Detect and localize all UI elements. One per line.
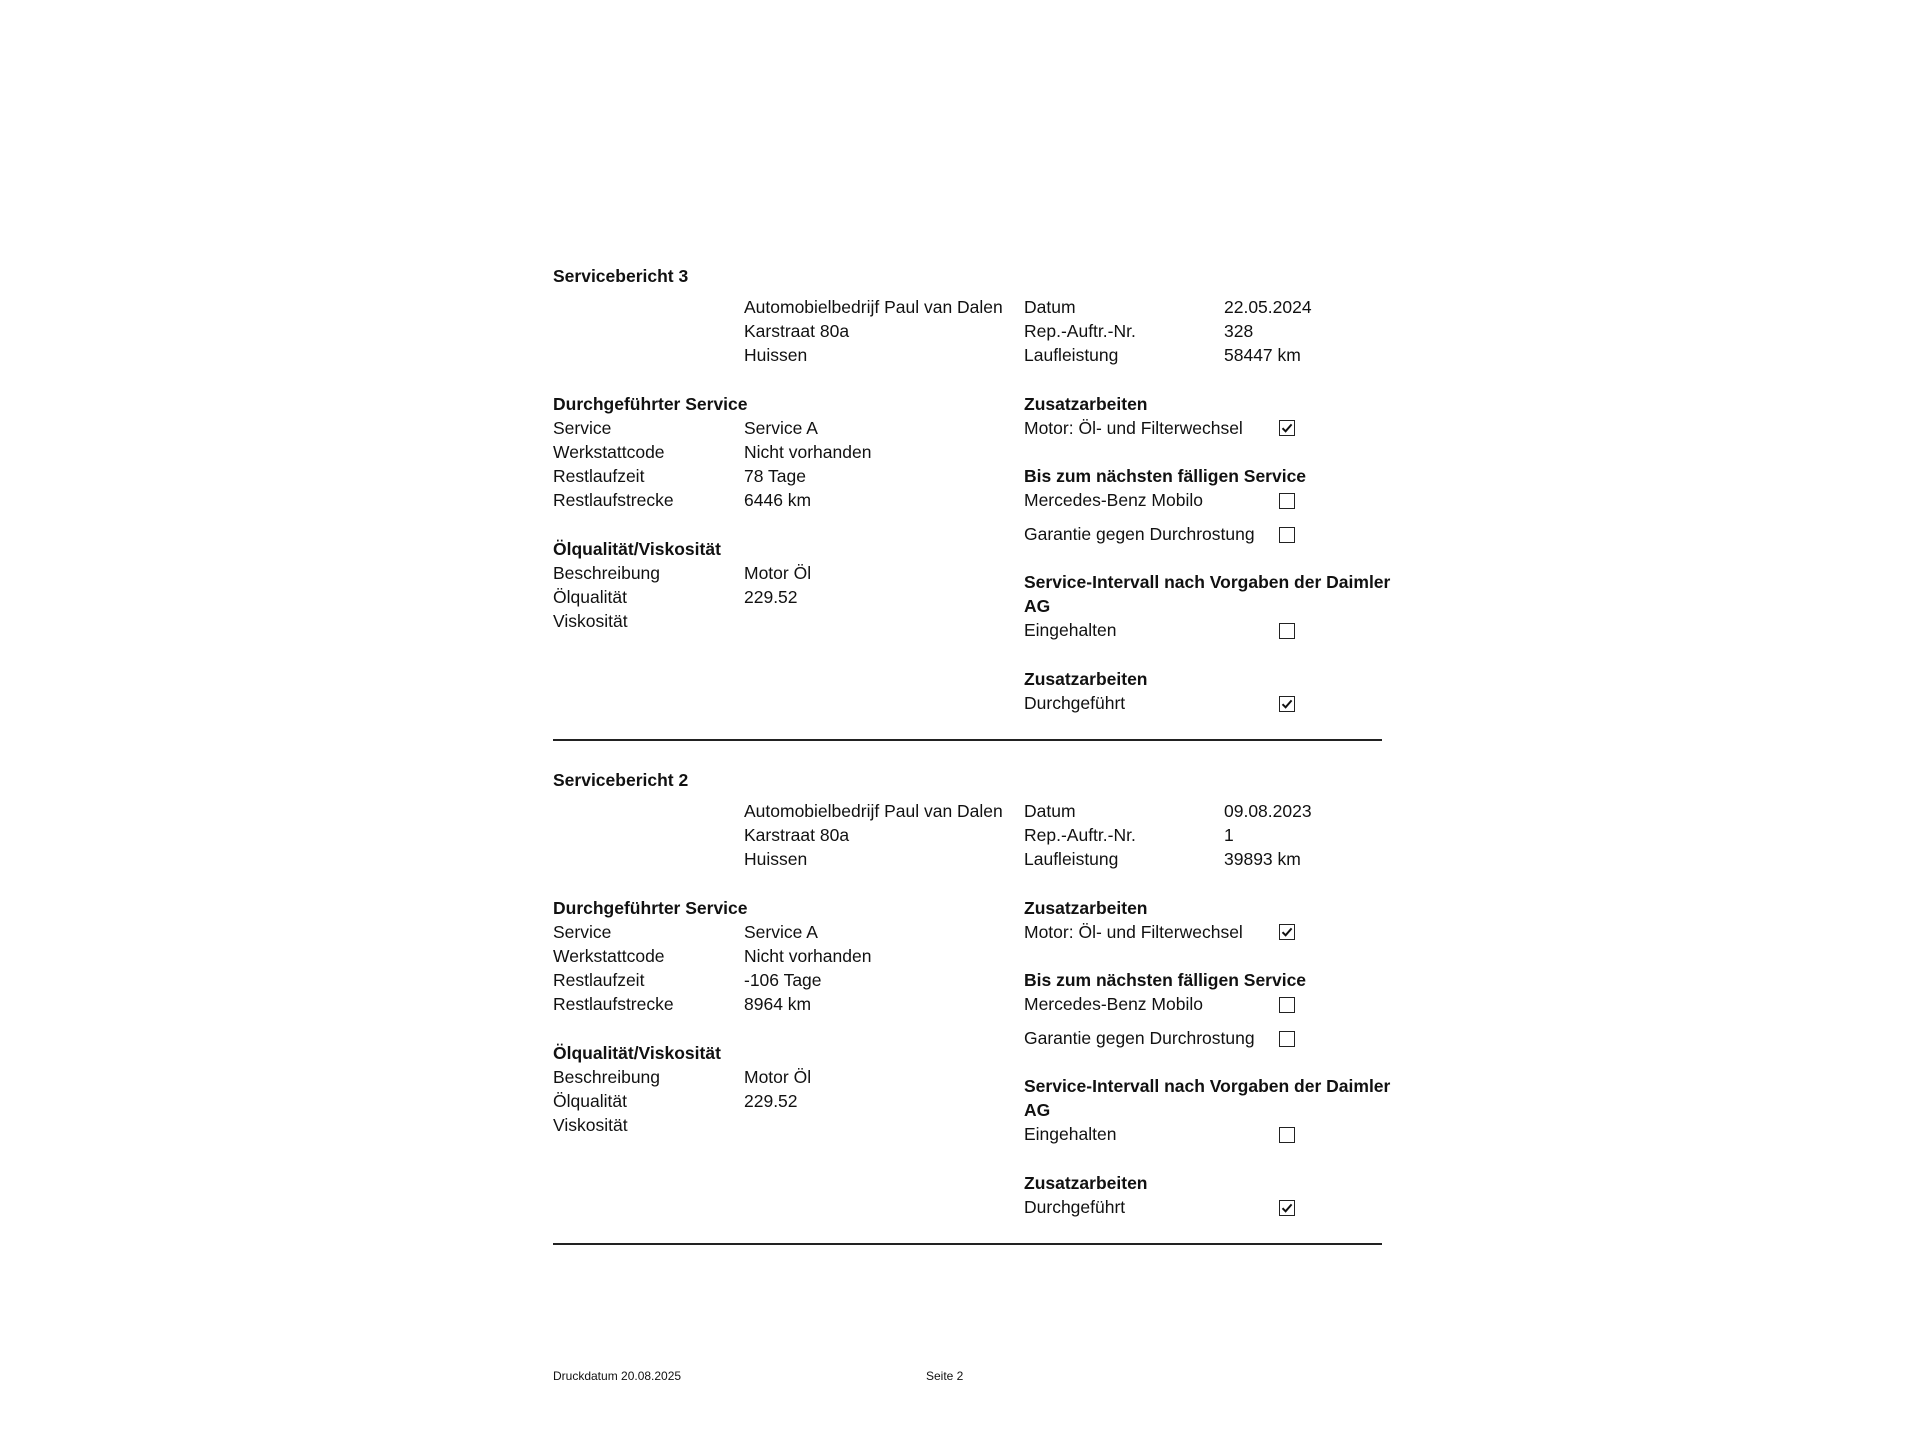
zusatz2-item-label: Durchgeführt — [1024, 1197, 1126, 1217]
workshop-name: Automobielbedrijf Paul van Dalen — [744, 297, 1003, 317]
interval-heading: Service-Intervall nach Vorgaben der Daimler — [1024, 1076, 1391, 1096]
oil-heading: Ölqualität/Viskosität — [553, 1043, 721, 1063]
zusatz-heading: Zusatzarbeiten — [1024, 898, 1148, 918]
oil-label: Beschreibung — [553, 563, 661, 583]
zusatz2-heading: Zusatzarbeiten — [1024, 1173, 1148, 1193]
zusatz2-heading: Zusatzarbeiten — [1024, 669, 1148, 689]
meta-value: 328 — [1224, 321, 1254, 341]
workshop-city: Huissen — [744, 849, 808, 869]
service-value: 78 Tage — [744, 466, 806, 486]
checkbox[interactable] — [1279, 924, 1295, 940]
workshop-street: Karstraat 80a — [744, 825, 850, 845]
service-label: Service — [553, 418, 612, 438]
print-date: Druckdatum 20.08.2025 — [553, 1369, 682, 1383]
meta-label: Datum — [1024, 297, 1076, 317]
workshop-city: Huissen — [744, 345, 808, 365]
service-value: Service A — [744, 922, 818, 942]
zusatz-item-label: Motor: Öl- und Filterwechsel — [1024, 922, 1243, 942]
meta-value: 39893 km — [1224, 849, 1301, 869]
service-label: Werkstattcode — [553, 442, 665, 462]
checkmark-icon — [1281, 698, 1293, 710]
oil-value: 229.52 — [744, 587, 798, 607]
service-label: Restlaufstrecke — [553, 490, 674, 510]
checkbox[interactable] — [1279, 493, 1295, 509]
service-label: Restlaufzeit — [553, 970, 645, 990]
interval-item-label: Eingehalten — [1024, 1124, 1117, 1144]
service-report — [553, 264, 1391, 754]
oil-value: Motor Öl — [744, 563, 812, 583]
section-divider — [553, 739, 1382, 741]
section-divider — [553, 1243, 1382, 1245]
next-service-heading: Bis zum nächsten fälligen Service — [1024, 970, 1307, 990]
meta-value: 09.08.2023 — [1224, 801, 1312, 821]
checkmark-icon — [1281, 1202, 1293, 1214]
service-label: Werkstattcode — [553, 946, 665, 966]
service-value: Nicht vorhanden — [744, 442, 872, 462]
oil-label: Viskosität — [553, 611, 628, 631]
meta-value: 22.05.2024 — [1224, 297, 1312, 317]
checkbox[interactable] — [1279, 1031, 1295, 1047]
next-service-heading: Bis zum nächsten fälligen Service — [1024, 466, 1307, 486]
service-value: -106 Tage — [744, 970, 822, 990]
service-label: Restlaufstrecke — [553, 994, 674, 1014]
interval-heading-cont: AG — [1024, 1100, 1051, 1120]
checkbox[interactable] — [1279, 1200, 1295, 1216]
service-heading: Durchgeführter Service — [553, 898, 748, 918]
meta-label: Rep.-Auftr.-Nr. — [1024, 321, 1136, 341]
meta-value: 1 — [1224, 825, 1234, 845]
interval-heading: Service-Intervall nach Vorgaben der Daimler — [1024, 572, 1391, 592]
checkbox[interactable] — [1279, 1127, 1295, 1143]
next-item-label: Garantie gegen Durchrostung — [1024, 524, 1255, 544]
checkbox[interactable] — [1279, 696, 1295, 712]
checkmark-icon — [1281, 926, 1293, 938]
oil-label: Ölqualität — [553, 1091, 627, 1111]
next-item-label: Mercedes-Benz Mobilo — [1024, 490, 1203, 510]
meta-label: Laufleistung — [1024, 345, 1119, 365]
checkbox[interactable] — [1279, 623, 1295, 639]
checkbox[interactable] — [1279, 420, 1295, 436]
report-title: Servicebericht 2 — [553, 770, 689, 790]
workshop-street: Karstraat 80a — [744, 321, 850, 341]
oil-label: Ölqualität — [553, 587, 627, 607]
zusatz-heading: Zusatzarbeiten — [1024, 394, 1148, 414]
next-item-label: Mercedes-Benz Mobilo — [1024, 994, 1203, 1014]
meta-label: Rep.-Auftr.-Nr. — [1024, 825, 1136, 845]
meta-value: 58447 km — [1224, 345, 1301, 365]
interval-heading-cont: AG — [1024, 596, 1051, 616]
checkbox[interactable] — [1279, 997, 1295, 1013]
meta-label: Datum — [1024, 801, 1076, 821]
page-number: Seite 2 — [926, 1369, 964, 1383]
meta-label: Laufleistung — [1024, 849, 1119, 869]
checkmark-icon — [1281, 422, 1293, 434]
oil-value: Motor Öl — [744, 1067, 812, 1087]
service-value: Nicht vorhanden — [744, 946, 872, 966]
next-item-label: Garantie gegen Durchrostung — [1024, 1028, 1255, 1048]
zusatz2-item-label: Durchgeführt — [1024, 693, 1126, 713]
oil-label: Viskosität — [553, 1115, 628, 1135]
report-title: Servicebericht 3 — [553, 266, 689, 286]
workshop-name: Automobielbedrijf Paul van Dalen — [744, 801, 1003, 821]
oil-heading: Ölqualität/Viskosität — [553, 539, 721, 559]
zusatz-item-label: Motor: Öl- und Filterwechsel — [1024, 418, 1243, 438]
interval-item-label: Eingehalten — [1024, 620, 1117, 640]
service-heading: Durchgeführter Service — [553, 394, 748, 414]
service-value: Service A — [744, 418, 818, 438]
oil-label: Beschreibung — [553, 1067, 661, 1087]
service-report — [553, 768, 1391, 1258]
oil-value: 229.52 — [744, 1091, 798, 1111]
checkbox[interactable] — [1279, 527, 1295, 543]
service-label: Restlaufzeit — [553, 466, 645, 486]
service-value: 6446 km — [744, 490, 812, 510]
service-value: 8964 km — [744, 994, 812, 1014]
service-label: Service — [553, 922, 612, 942]
